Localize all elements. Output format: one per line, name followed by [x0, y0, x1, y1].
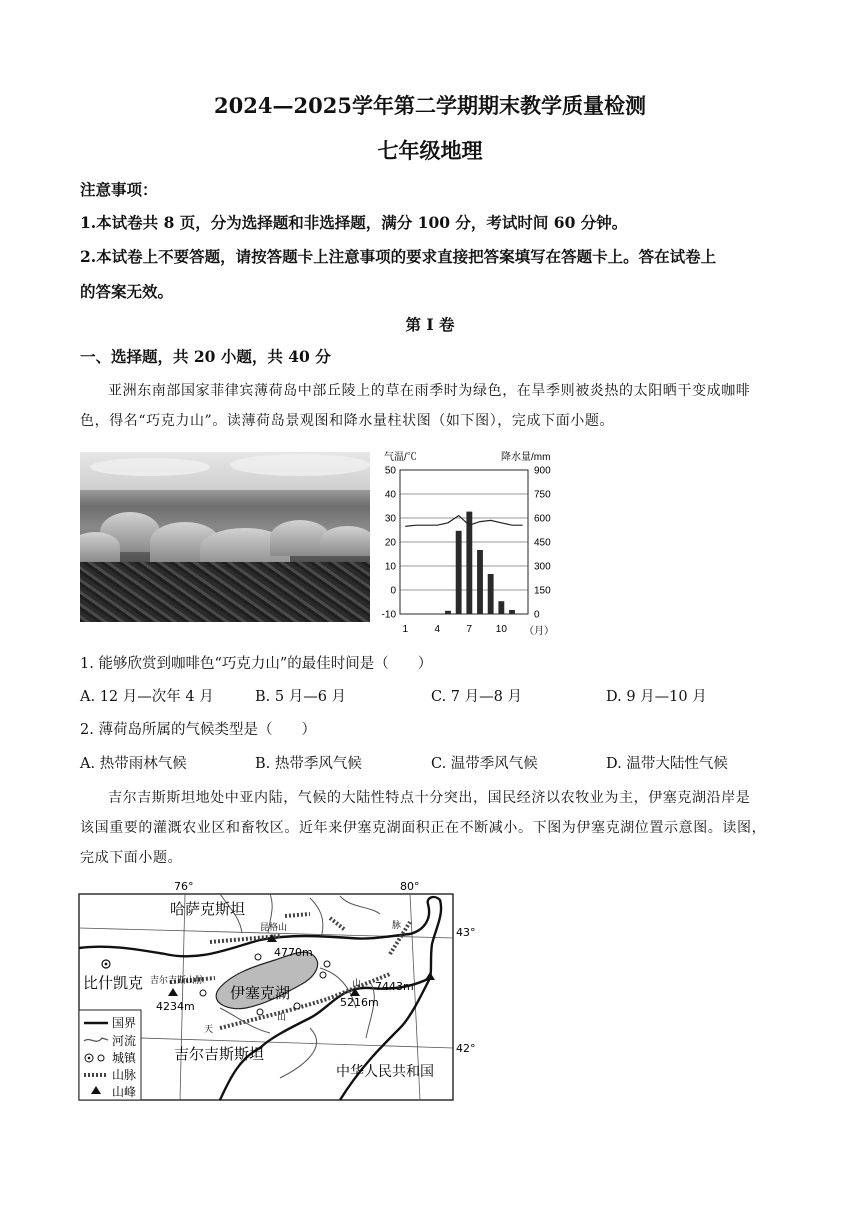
- right-tick-label: 300: [534, 561, 551, 573]
- tian-label: 天: [204, 1025, 214, 1035]
- precipitation-bar: [509, 610, 515, 614]
- intro2-line2: 该国重要的灌溉农业区和畜牧区。近年来伊塞克湖面积正在不断减小。下图为伊塞克湖位置示意图。读图，: [80, 820, 767, 836]
- town-icon: [324, 961, 330, 967]
- left-axis-title: 气温/℃: [384, 452, 417, 463]
- peak-4770-label: 4770m: [274, 946, 313, 959]
- lon-80-label: 80°: [400, 880, 420, 893]
- x-axis-ticks: [403, 624, 508, 635]
- legend-town-label: 城镇: [112, 1051, 137, 1065]
- intro1-line2: 色，得名“巧克力山”。读薄荷岛景观图和降水量柱状图（如下图），完成下面小题。: [80, 413, 615, 429]
- peak-7443-label: 7443m: [375, 980, 414, 993]
- left-tick-label: -10: [381, 609, 396, 621]
- legend-range-label: 山脉: [112, 1068, 137, 1082]
- left-tick-label: 40: [384, 489, 396, 501]
- town-icon: [320, 972, 326, 978]
- town-icon: [200, 990, 206, 996]
- intro2-line3: 完成下面小题。: [80, 850, 183, 866]
- right-tick-label: 0: [534, 609, 540, 621]
- shan-label: 山: [352, 979, 362, 989]
- q2-option-b[interactable]: B. 热带季风气候: [255, 756, 362, 772]
- map-legend: [79, 1010, 141, 1100]
- precipitation-bar: [456, 531, 462, 614]
- right-axis-title: 降水量/mm: [501, 452, 551, 463]
- x-tick-label: 7: [466, 624, 473, 635]
- exam-title: 2024—2025学年第二学期期末教学质量检测: [214, 93, 646, 118]
- right-tick-label: 150: [534, 585, 551, 597]
- lat-42-label: 42°: [456, 1042, 476, 1055]
- peak-4234-label: 4234m: [156, 1000, 195, 1013]
- x-tick-label: 4: [434, 624, 441, 635]
- notes-item-2-line2: 的答案无效。: [80, 282, 174, 301]
- legend-river-label: 河流: [112, 1034, 137, 1048]
- precipitation-bar: [466, 512, 472, 614]
- town-icon: [255, 954, 261, 960]
- right-tick-label: 900: [534, 465, 551, 477]
- climate-chart: [378, 448, 578, 638]
- precipitation-bar: [488, 574, 494, 614]
- left-tick-label: 50: [384, 465, 396, 477]
- x-axis-unit: （月）: [524, 626, 554, 637]
- chart-grid: [400, 470, 528, 614]
- notes-item-1: 1.本试卷共 8 页，分为选择题和非选择题，满分 100 分，考试时间 60 分钟。: [80, 213, 628, 232]
- intro1-line1: 亚洲东南部国家菲律宾薄荷岛中部丘陵上的草在雨季时为绿色，在旱季则被炎热的太阳晒干变成咖啡: [108, 383, 751, 399]
- notes-heading: 注意事项：: [80, 180, 158, 199]
- precipitation-bar: [498, 601, 504, 614]
- notes-item-2-line1: 2.本试卷上不要答题，请按答题卡上注意事项的要求直接把答案填写在答题卡上。答在试卷上: [80, 247, 717, 266]
- q1-option-c[interactable]: C. 7 月—8 月: [431, 689, 522, 705]
- right-axis-ticks: [534, 466, 551, 621]
- left-axis-ticks: [382, 466, 397, 621]
- q2-option-a[interactable]: A. 热带雨林气候: [80, 756, 187, 772]
- right-tick-label: 750: [534, 489, 551, 501]
- legend-border-label: 国界: [112, 1016, 137, 1030]
- kazakhstan-label: 哈萨克斯坦: [170, 900, 246, 918]
- issyk-kul-map: [70, 878, 490, 1104]
- precipitation-bar: [445, 611, 451, 614]
- x-tick-label: 1: [402, 624, 409, 635]
- section-heading: 一、选择题，共 20 小题，共 40 分: [80, 347, 331, 366]
- town-icon: [257, 1009, 263, 1015]
- intro-paragraph-2: [80, 783, 800, 873]
- temperature-line: [405, 516, 522, 527]
- bishkek-label: 比什凯克: [83, 974, 144, 992]
- right-tick-label: 450: [534, 537, 551, 549]
- left-tick-label: 10: [384, 561, 396, 573]
- chocolate-hills-photo: [80, 452, 370, 622]
- lat-43-label: 43°: [456, 926, 476, 939]
- left-tick-label: 20: [384, 537, 396, 549]
- precipitation-bars: [445, 512, 515, 614]
- question-2-stem: 2. 薄荷岛所属的气候类型是（ ）: [80, 722, 316, 738]
- kunge-label: 昆格山: [260, 923, 288, 933]
- q1-option-a[interactable]: A. 12 月—次年 4 月: [80, 689, 214, 705]
- legend-town-icon: [98, 1055, 104, 1061]
- lon-76-label: 76°: [174, 880, 194, 893]
- china-label: 中华人民共和国: [336, 1064, 434, 1080]
- question-1-stem: 1. 能够欣赏到咖啡色“巧克力山”的最佳时间是（ ）: [80, 656, 433, 672]
- q1-option-d[interactable]: D. 9 月—10 月: [606, 689, 707, 705]
- x-tick-label: 10: [495, 624, 507, 635]
- kyrgyzstan-label: 吉尔吉斯斯坦: [174, 1045, 265, 1063]
- right-tick-label: 600: [534, 513, 551, 525]
- q2-option-c[interactable]: C. 温带季风气候: [431, 756, 538, 772]
- town-icon: [294, 1003, 300, 1009]
- kyrgyz-range-label: 吉尔吉斯山脉: [150, 976, 205, 986]
- mai-label: 脉: [392, 921, 402, 931]
- precipitation-bar: [477, 550, 483, 614]
- left-tick-label: 30: [384, 513, 396, 525]
- intro2-line1: 吉尔吉斯斯坦地处中亚内陆，气候的大陆性特点十分突出，国民经济以农牧业为主，伊塞克湖沿岸是: [108, 790, 751, 806]
- exam-subtitle: 七年级地理: [377, 138, 483, 163]
- left-tick-label: 0: [390, 585, 396, 597]
- shan2-label: 山: [277, 1013, 287, 1023]
- q2-option-d[interactable]: D. 温带大陆性气候: [606, 756, 728, 772]
- lake-label: 伊塞克湖: [230, 984, 291, 1002]
- intro-paragraph-1: [80, 376, 800, 436]
- legend-peak-label: 山峰: [112, 1085, 137, 1099]
- peak-5216-label: 5216m: [340, 996, 379, 1009]
- volume-label: 第 I 卷: [405, 315, 455, 334]
- q1-option-b[interactable]: B. 5 月—6 月: [255, 689, 347, 705]
